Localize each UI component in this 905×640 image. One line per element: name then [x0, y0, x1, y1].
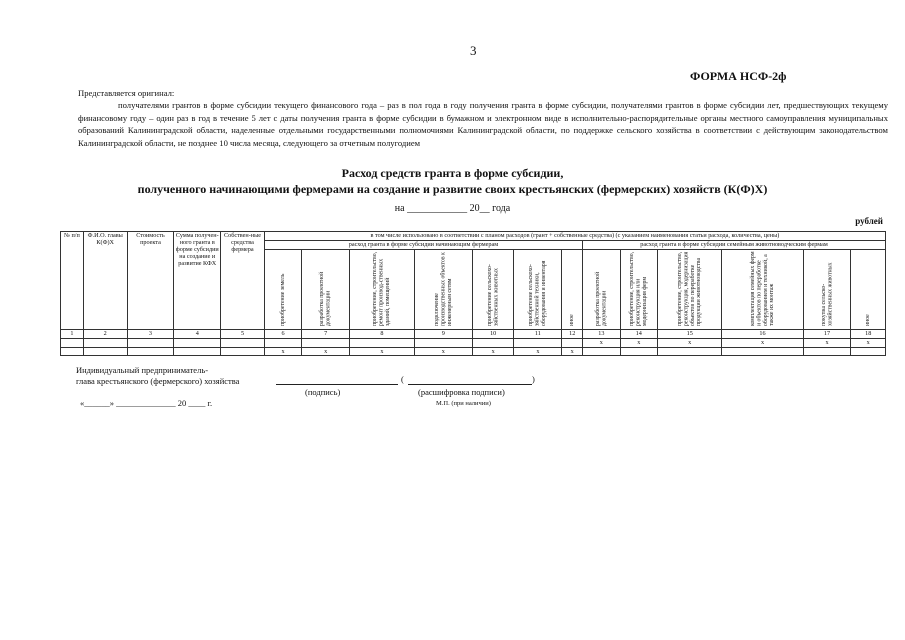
signature-line[interactable] [276, 374, 398, 385]
intro-paragraph: получателями грантов в форме субсидии текущего финансового года – раз в пол года в году получения гранта в форме субсидии, получателями грантов в форме субсидии лет, предшествующих текущему финансовому году – один раз в год в течение 5 лет с даты получения гранта в форме субсидии в бумажном и электронном виде в исполнительно-распорядительные органы местного самоуправления муниципальных образований Калининградской области, наделенные отдельными государственными полномочиями Калининградской области, по поддержке сельского хозяйства в соответствии с действующим законодательством Калининградской области, не позднее 10 числа месяца, следующего за отчетным полугодием [78, 100, 888, 148]
header-begin-col: иное [562, 250, 583, 330]
column-numbers-row: 1 2 3 4 5 6 7 8 9 10 11 12 13 14 15 16 17 18 [61, 330, 886, 339]
stamp-caption: М.П. (при наличии) [436, 400, 491, 407]
header-begin-col: подключение производственных объектов к инженерным сетям [414, 250, 472, 330]
x-mark: х [722, 339, 803, 348]
header-family-col: приобретение, строительство, реконструкция или модернизация ферм [620, 250, 657, 330]
intro-line: Представляется оригинал: [78, 88, 175, 98]
table-row [61, 348, 886, 356]
x-mark: х [803, 339, 851, 348]
header-family-col: приобретение, строительство, реконструкция, модернизация объектов по переработке продукции животноводства [657, 250, 721, 330]
header-begin-col: приобретение земель [264, 250, 301, 330]
signer-role-line-1: Индивидуальный предприниматель- [76, 365, 209, 375]
header-begin-col: приобретение сельскохо-зяйственной техники, оборудования и инвентаря [514, 250, 562, 330]
header-begin-col: разработка проектной документации [302, 250, 350, 330]
header-family-farms: расход гранта в форме субсидии семейным животноводческим фермам [583, 241, 886, 250]
decode-line[interactable] [408, 374, 532, 385]
signer-role-line-2: глава крестьянского (фермерского) хозяйства [76, 376, 240, 386]
decode-open-paren: ( [401, 374, 404, 384]
x-mark: х [414, 348, 472, 356]
header-family-col: разработка проектной документации [583, 250, 620, 330]
header-beginning-farmers: расход гранта в форме субсидии начинающим фермерам [264, 241, 582, 250]
signature-caption: (подпись) [305, 387, 341, 397]
title-line-2: полученного начинающими фермерами на создание и развитие своих крестьянских (фермерских) хозяйств (К(Ф)Х) [137, 182, 768, 196]
header-family-col: комплектация семейных ферм и объектов по переработке оборудованием и техникой, а также их монтаж [722, 250, 803, 330]
x-mark: х [851, 339, 886, 348]
x-mark: х [472, 348, 514, 356]
x-mark: х [583, 339, 620, 348]
x-mark: х [562, 348, 583, 356]
table-row [61, 339, 886, 348]
page-number: 3 [470, 43, 477, 58]
sign-date: «______» ______________ 20 ____ г. [80, 398, 213, 408]
header-fio: Ф.И.О. главы К(Ф)Х [83, 232, 127, 330]
header-family-col: покупка сельско-хозяйственных животных [803, 250, 851, 330]
decode-close-paren: ) [532, 374, 535, 384]
intro-block [78, 87, 888, 149]
form-name: ФОРМА НСФ-2ф [690, 69, 787, 83]
header-group: в том числе использовано в соответствии с планом расходов (грант + собственные средства) (с указанием наименования статьи расхода, количества, цены) [264, 232, 885, 241]
x-mark: х [620, 339, 657, 348]
report-date: на ____________ 20__ года [394, 203, 511, 214]
header-family-col: иное [851, 250, 886, 330]
header-no: № п/п [61, 232, 84, 330]
decode-caption: (расшифровка подписи) [418, 387, 505, 397]
title-line-1: Расход средств гранта в форме субсидии, [341, 166, 564, 180]
header-own-funds: Собствен-ные средства фермера [221, 232, 265, 330]
expense-table [60, 231, 886, 356]
header-cost: Стоимость проекта [127, 232, 174, 330]
header-begin-col: приобретение сельскохо-зяйственных животных [472, 250, 514, 330]
x-mark: х [514, 348, 562, 356]
header-grant-sum: Сумма получен-ного гранта в форме субсидии на создание и развитие КФХ [174, 232, 221, 330]
header-begin-col: приобретение, строительство, ремонт производ-ственных зданий, помещений [350, 250, 414, 330]
x-mark: х [657, 339, 721, 348]
x-mark: х [302, 348, 350, 356]
units-label: рублей [855, 216, 883, 226]
x-mark: х [350, 348, 414, 356]
x-mark: х [264, 348, 301, 356]
